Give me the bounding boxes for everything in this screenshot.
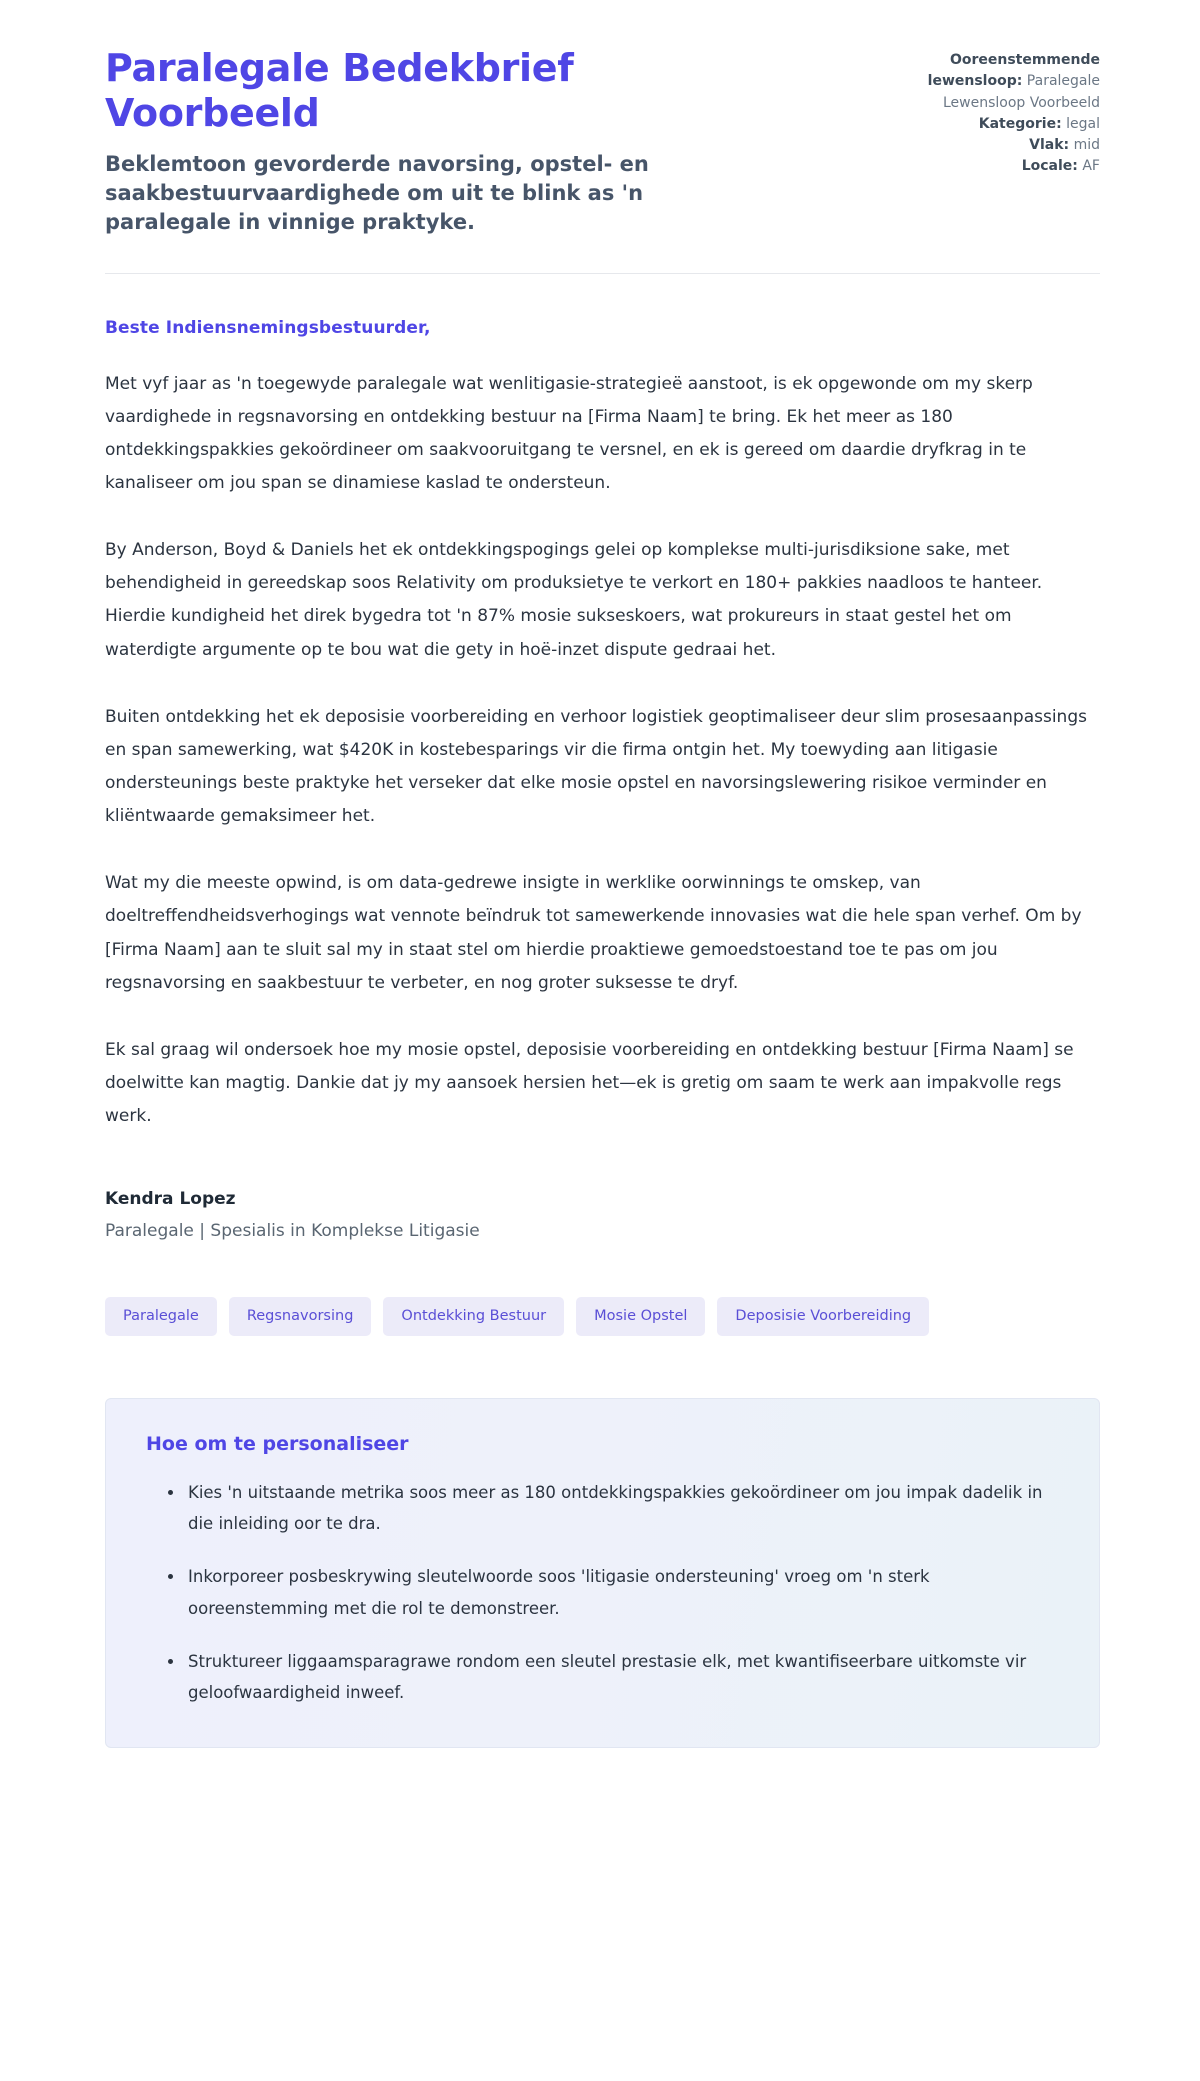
meta-level-label: Vlak: [1029,137,1070,154]
signature-name: Kendra Lopez [105,1189,236,1210]
document-header [105,46,1100,237]
tag-chip[interactable]: Regsnavorsing [229,1297,372,1336]
meta-matching-resume-value: Paralegale Lewensloop Voorbeeld [942,73,1100,111]
meta-level [890,135,1100,156]
letter-body [105,318,1100,1134]
meta-matching-resume [890,50,1100,114]
letter-paragraph: Ek sal graag wil ondersoek hoe my mosie opstel, deposisie voorbereiding en ontdekking bestuur [Firma Naam] se doelwitte kan magtig. Dankie dat jy my aansoek hersien het—ek is gretig om saam te werk aan impakvolle regs werk. [105,1039,1074,1127]
signature-block [105,1189,1100,1241]
letter-salutation: Beste Indiensnemingsbestuurder, [105,317,431,338]
callout-tip-item: Inkorporeer posbeskrywing sleutelwoorde soos 'litigasie ondersteuning' vroeg om 'n sterk ooreenstemming met die rol te demonstreer. [168,1561,1059,1624]
personalization-callout [105,1398,1100,1748]
header-divider [105,273,1100,274]
letter-paragraph: Met vyf jaar as 'n toegewyde paralegale wat wenlitigasie-strategieë aanstoot, is ek opgewonde om my skerp vaardighede in regsnavorsing en ontdekking bestuur na [Firma Naam] te bring. Ek het meer as 180 ontdekkingspakkies gekoördineer om saakvooruitgang te versnel, en ek is gereed om daardie dryfkrag in te kanaliseer om jou span se dinamiese kaslad te ondersteun. [105,373,1033,493]
meta-locale [890,156,1100,177]
callout-tip-item: Kies 'n uitstaande metrika soos meer as 180 ontdekkingspakkies gekoördineer om jou impak dadelik in die inleiding oor te dra. [168,1477,1059,1540]
meta-level-value: mid [1073,137,1100,154]
page-subtitle: Beklemtoon gevorderde navorsing, opstel- en saakbestuurvaardighede om uit te blink as 'n paralegale in vinnige praktyke. [105,151,649,234]
signature-role: Paralegale | Spesialis in Komplekse Litigasie [105,1221,480,1242]
letter-paragraph: Wat my die meeste opwind, is om data-gedrewe insigte in werklike oorwinnings te omskep, van doeltreffendheidsverhogings wat vennote beïndruk tot samewerkende innovasies wat die hele span verhef. Om by [Firma Naam] aan te sluit sal my in staat stel om hierdie proaktiewe gemoedstoestand toe te pas om jou regsnavorsing en saakbestuur te verbeter, en nog groter suksesse te dryf. [105,873,1082,993]
tag-chip[interactable]: Deposisie Voorbereiding [717,1297,929,1336]
header-title-block [105,46,785,237]
tag-chip[interactable]: Paralegale [105,1297,217,1336]
meta-locale-value: AF [1082,158,1100,175]
meta-category-label: Kategorie: [978,115,1062,132]
callout-tip-list [146,1477,1059,1709]
meta-locale-label: Locale: [1021,158,1078,175]
callout-title: Hoe om te personaliseer [146,1432,409,1455]
letter-paragraph: Buiten ontdekking het ek deposisie voorbereiding en verhoor logistiek geoptimaliseer deur slim prosesaanpassings en span samewerking, wat $420K in kostebesparings vir die firma ontgin het. My toewyding aan litigasie ondersteunings beste praktyke het verseker dat elke mosie opstel en navorsingslewering risikoe verminder en kliëntwaarde gemaksimeer het. [105,706,1087,827]
letter-paragraph: By Anderson, Boyd & Daniels het ek ontdekkingspogings gelei op komplekse multi-jurisdiksione sake, met behendigheid in gereedskap soos Relativity om produksietye te verkort en 180+ pakkies naadloos te hanteer. Hierdie kundigheid het direk bygedra tot 'n 87% mosie sukseskoers, wat prokureurs in staat gestel het om waterdigte argumente op te bou wat die gety in hoë-inzet dispute gedraai het. [105,540,1043,660]
tag-chip[interactable]: Mosie Opstel [576,1297,705,1336]
document-metadata [890,46,1100,178]
tag-chip[interactable]: Ontdekking Bestuur [383,1297,564,1336]
tag-list [105,1297,1100,1336]
page-title: Paralegale Bedekbrief Voorbeeld [105,46,574,135]
meta-matching-resume-label: Ooreenstemmende lewensloop: [927,52,1100,90]
meta-category-value: legal [1066,115,1100,132]
meta-category [890,114,1100,135]
callout-tip-item: Struktureer liggaamsparagrawe rondom een sleutel prestasie elk, met kwantifiseerbare uitkomste vir geloofwaardigheid inweef. [168,1646,1059,1709]
